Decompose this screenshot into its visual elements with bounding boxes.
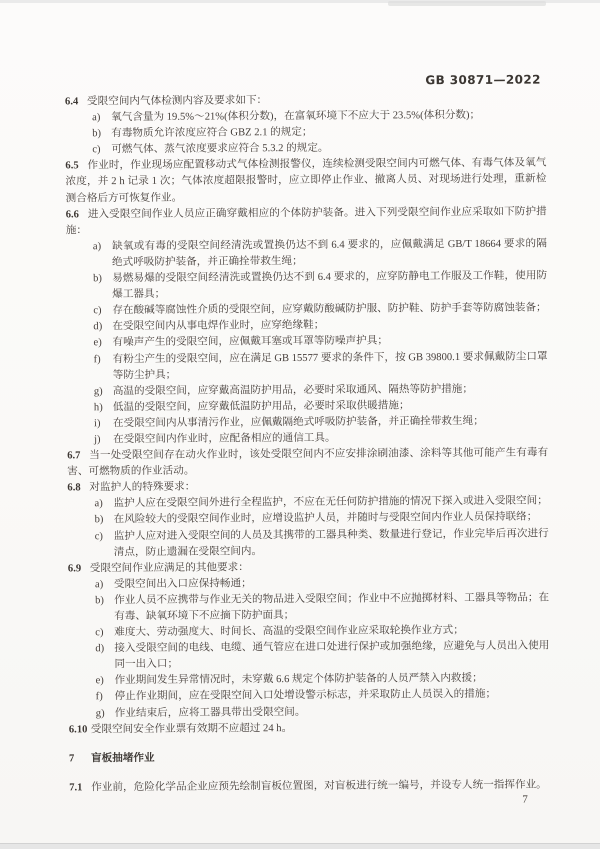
list-item — [67, 413, 548, 432]
list-item-text: 难度大、劳动强度大、时间长、高温的受限空间作业应采取轮换作业方式； — [114, 625, 464, 639]
list-item — [69, 687, 550, 706]
list-item-letter: e) — [93, 337, 102, 349]
list-item-text: 在受限空间内作业时，应配备相应的通信工具。 — [113, 432, 336, 446]
list-item-text: 可燃气体、蒸气浓度要求应符合 5.3.2 的规定。 — [111, 143, 329, 156]
list-item — [68, 639, 549, 674]
list-item-letter: h) — [93, 401, 103, 414]
list-item-text: 高温的受限空间，应穿戴高温防护用品，必要时采取通风、隔热等防护措施； — [112, 383, 474, 397]
list-item-letter: j) — [94, 434, 101, 446]
clause-paragraph — [69, 719, 550, 738]
list-item-text: 易燃易爆的受限空间经清洗或置换仍达不到 6.4 要求的，应穿防静电工作服及工作鞋，使用防爆工器具； — [112, 270, 548, 301]
list-item-text: 作业期间发生异常情况时，未穿戴 6.6 规定个体防护装备的人员严禁入内救援； — [114, 673, 483, 687]
list-item-letter: a) — [94, 579, 104, 591]
clause-text: 受限空间作业应满足的其他要求： — [89, 562, 249, 575]
list-item-letter: g) — [93, 385, 103, 397]
chapter-title: 盲板抽堵作业 — [91, 752, 155, 765]
list-item-text: 监护人应在受限空间外进行全程监护，不应在无任何防护措施的情况下探入或进入受限空间； — [113, 495, 548, 510]
list-item-letter: a) — [94, 498, 103, 510]
list-item-text: 有毒物质允许浓度应符合 GBZ 2.1 的规定； — [111, 127, 313, 140]
clause-number: 6.10 — [68, 723, 88, 736]
page-number: 7 — [522, 793, 528, 806]
clause-number: 6.9 — [67, 563, 82, 575]
list-item-text: 氧气含量为 19.5%～21%(体积分数)，在富氧环境下不应大于 23.5%(体积分数)； — [111, 109, 481, 124]
clause-number: 6.4 — [64, 96, 79, 108]
list-item-text: 作业结束后，应将工器具带出受限空间。 — [114, 706, 306, 719]
list-item-letter: c) — [92, 144, 101, 156]
list-item-letter: f) — [93, 353, 101, 365]
list-item-text: 监护人应对进入受限空间的人员及其携带的工器具种类、数量进行登记，作业完毕后再次进行清点，防止遗漏在受限空间内。 — [113, 528, 549, 558]
list-item — [66, 269, 547, 304]
list-item-text: 受限空间出入口应保持畅通； — [113, 578, 252, 590]
clause-number: 6.6 — [65, 209, 80, 221]
list-item-text: 存在酸碱等腐蚀性介质的受限空间，应穿戴防酸碱防护服、防护鞋、防护手套等防腐蚀装备； — [112, 302, 547, 317]
list-item-letter: a) — [92, 112, 101, 124]
clause-number: 6.5 — [65, 160, 79, 172]
document-page — [0, 1, 600, 846]
list-item-letter: e) — [95, 675, 104, 687]
clause-text: 作业时，作业现场应配置移动式气体检测报警仪，连续检测受限空间内可燃气体、有毒气体及氧气浓度，并 2 h 记录 1 次；气体浓度超限报警时，应立即停止作业、撤离人员、对现场进行处理，重新检测合格后方可恢复作业。 — [65, 157, 547, 204]
list-item-text: 作业人员不应携带与作业无关的物品进入受限空间；作业中不应抛掷材料、工器具等物品；在有毒、缺氧环境下不应摘下防护面具； — [114, 592, 550, 623]
list-item-letter: a) — [92, 241, 102, 253]
chapter-heading — [69, 748, 550, 767]
list-item-letter: c) — [94, 530, 103, 542]
clause-text: 对监护人的特殊要求： — [89, 481, 196, 494]
clause-text: 作业前，危险化学品企业应预先绘制盲板位置图，对盲板进行统一编号，并设专人统一指挥作业。 — [91, 779, 547, 794]
list-item-letter: c) — [95, 627, 104, 639]
list-item-text: 接入受限空间的电线、电缆、通气管应在进口处进行保护或加强绝缘，应避免与人员出入使用同一出入口； — [114, 640, 550, 671]
standard-number-header: GB 30871—2022 — [425, 72, 541, 88]
list-item — [68, 526, 549, 561]
list-item-text: 有噪声产生的受限空间，应佩戴耳塞或耳罩等防噪声护具； — [112, 335, 388, 349]
list-item-letter: d) — [95, 643, 105, 655]
list-item-text: 在风险较大的受限空间作业时，应增设监护人员，并随时与受限空间内作业人员保持联络； — [113, 511, 538, 526]
list-item-letter: c) — [93, 305, 102, 317]
document-content — [65, 91, 550, 796]
list-item — [66, 236, 547, 271]
list-item — [68, 590, 549, 625]
list-item-text: 有粉尘产生的受限空间，应在满足 GB 15577 要求的条件下，按 GB 39800.1 要求佩戴防尘口罩等防尘护具； — [112, 350, 548, 381]
clause-number: 6.8 — [67, 482, 81, 494]
list-item-letter: b) — [94, 514, 104, 526]
list-item-letter: i) — [93, 418, 101, 430]
list-item-letter: b) — [92, 128, 102, 140]
list-item-letter: b) — [93, 273, 102, 285]
clause-paragraph — [66, 204, 547, 239]
list-item-letter: f) — [95, 691, 103, 703]
clause-text: 受限空间内气体检测内容及要求如下： — [86, 95, 268, 108]
clause-text: 受限空间安全作业票有效期不应超过 24 h。 — [90, 722, 293, 735]
scan-edge-bottom — [0, 843, 600, 849]
list-item-text: 缺氧或有毒的受限空间经清洗或置换仍达不到 6.4 要求的，应佩戴满足 GB/T 18664 要求的隔绝式呼吸防护装备，并正确拴带救生绳； — [111, 238, 547, 269]
list-item-letter: d) — [93, 321, 103, 333]
list-item — [67, 349, 548, 384]
clause-number: 7.1 — [69, 782, 83, 794]
list-item-text: 停止作业期间，应在受限空间入口处增设警示标志，并采取防止人员误入的措施； — [114, 689, 497, 703]
clause-text: 进入受限空间作业人员应正确穿戴相应的个体防护装备。进入下列受限空间作业应采取如下防护措施： — [65, 206, 547, 237]
clause-text: 当一处受限空间存在动火作业时，该处受限空间内不应安排涂刷油漆、涂料等其他可能产生有毒有害、可燃物质的作业活动。 — [67, 447, 549, 478]
clause-paragraph — [69, 777, 550, 796]
list-item-letter: g) — [95, 707, 105, 719]
clause-paragraph — [67, 446, 548, 481]
list-item-letter: b) — [95, 595, 104, 607]
clause-paragraph — [65, 156, 546, 207]
list-item-text: 低温的受限空间，应穿戴低温防护用品，必要时采取供暖措施； — [112, 400, 410, 413]
list-item — [66, 301, 547, 320]
list-item-text: 在受限空间内从事清污作业，应佩戴隔绝式呼吸防护装备，并正确拴带救生绳； — [112, 415, 484, 430]
list-item-text: 在受限空间内从事电焊作业时，应穿绝缘鞋； — [112, 320, 325, 333]
chapter-number: 7 — [69, 753, 75, 765]
clause-number: 6.7 — [67, 450, 81, 462]
list-item — [65, 108, 546, 127]
